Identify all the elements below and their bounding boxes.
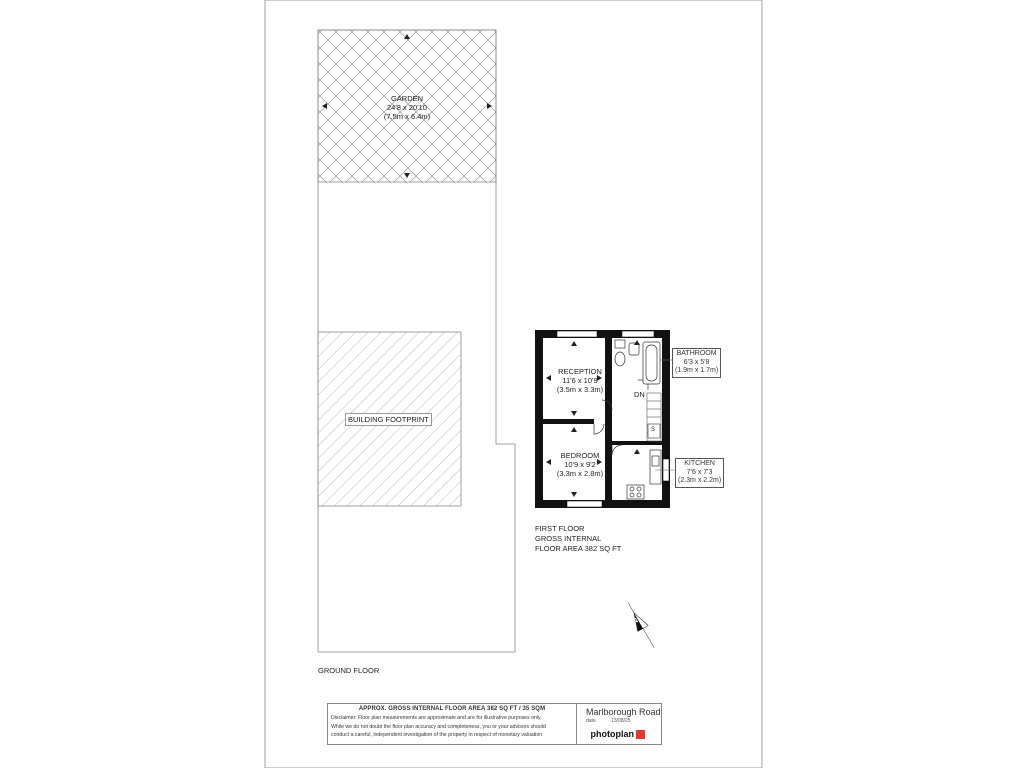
stairs-down-label: DN (634, 390, 645, 399)
room-name: BUILDING FOOTPRINT (348, 415, 429, 424)
room-metric-size: (3.3m x 2.8m) (556, 469, 604, 478)
room-imperial-size: 10'9 x 9'2 (564, 460, 596, 469)
floor-area-label: FLOOR AREA 382 SQ FT (535, 544, 622, 553)
bathroom-fixtures (615, 340, 660, 384)
room-name: RECEPTION (558, 367, 602, 376)
north-compass (623, 599, 659, 650)
compass-north-label: N (631, 617, 640, 626)
footer-panel (327, 703, 662, 745)
room-metric-size: (7.5m x 6.4m) (383, 112, 431, 121)
footer-address-block (576, 704, 661, 744)
photoplan-logo (591, 729, 646, 739)
plan-date: 13/08/25 (611, 718, 631, 724)
room-metric-size: (3.5m x 3.3m) (556, 385, 604, 394)
room-name: GARDEN (390, 94, 424, 103)
first-floor-title: FIRST FLOOR (535, 524, 585, 533)
reception-label (549, 367, 611, 394)
gross-internal-label: GROSS INTERNAL (535, 534, 602, 543)
ground-floor-label: GROUND FLOOR (318, 666, 380, 675)
disclaimer-line: While we do not doubt the floor plan accuracy and completeness, you or your advisors should (331, 723, 546, 730)
disclaimer-line: conduct a careful, independent investigation of the property in respect of monetary valuation (331, 732, 543, 738)
room-imperial-size: 11'6 x 10'9 (562, 376, 598, 385)
kitchen-callout (675, 458, 724, 488)
room-name: KITCHEN (684, 460, 715, 467)
property-address: Marlborough Road (586, 707, 661, 717)
room-imperial-size: 7'6 x 7'3 (686, 468, 713, 476)
disclaimer (328, 712, 576, 740)
date-label: date (586, 718, 596, 724)
first-floor-summary (535, 524, 621, 554)
garden-label (367, 94, 447, 121)
brand-mark-icon (636, 730, 645, 739)
disclaimer-line: Disclaimer: Floor plan measurements are approximate and are for illustrative purposes only. (331, 715, 542, 721)
total-floor-area: APPROX. GROSS INTERNAL FLOOR AREA 382 SQ FT / 35 SQM (358, 706, 546, 712)
brand-name: photoplan (590, 728, 634, 739)
room-name: BEDROOM (560, 451, 600, 460)
bathroom-callout (672, 348, 721, 378)
room-metric-size: (1.9m x 1.7m) (675, 367, 719, 374)
date-row (576, 718, 661, 724)
footer-info (328, 704, 577, 744)
kitchen-fixtures (627, 450, 661, 499)
room-name: BATHROOM (676, 350, 717, 357)
building-footprint-label (345, 413, 432, 426)
room-imperial-size: 6'3 x 5'8 (683, 358, 710, 366)
storage-label: S (651, 427, 656, 433)
bedroom-label (549, 451, 611, 478)
room-metric-size: (2.3m x 2.2m) (678, 477, 722, 484)
room-imperial-size: 24'8 x 20'10 (387, 103, 427, 112)
